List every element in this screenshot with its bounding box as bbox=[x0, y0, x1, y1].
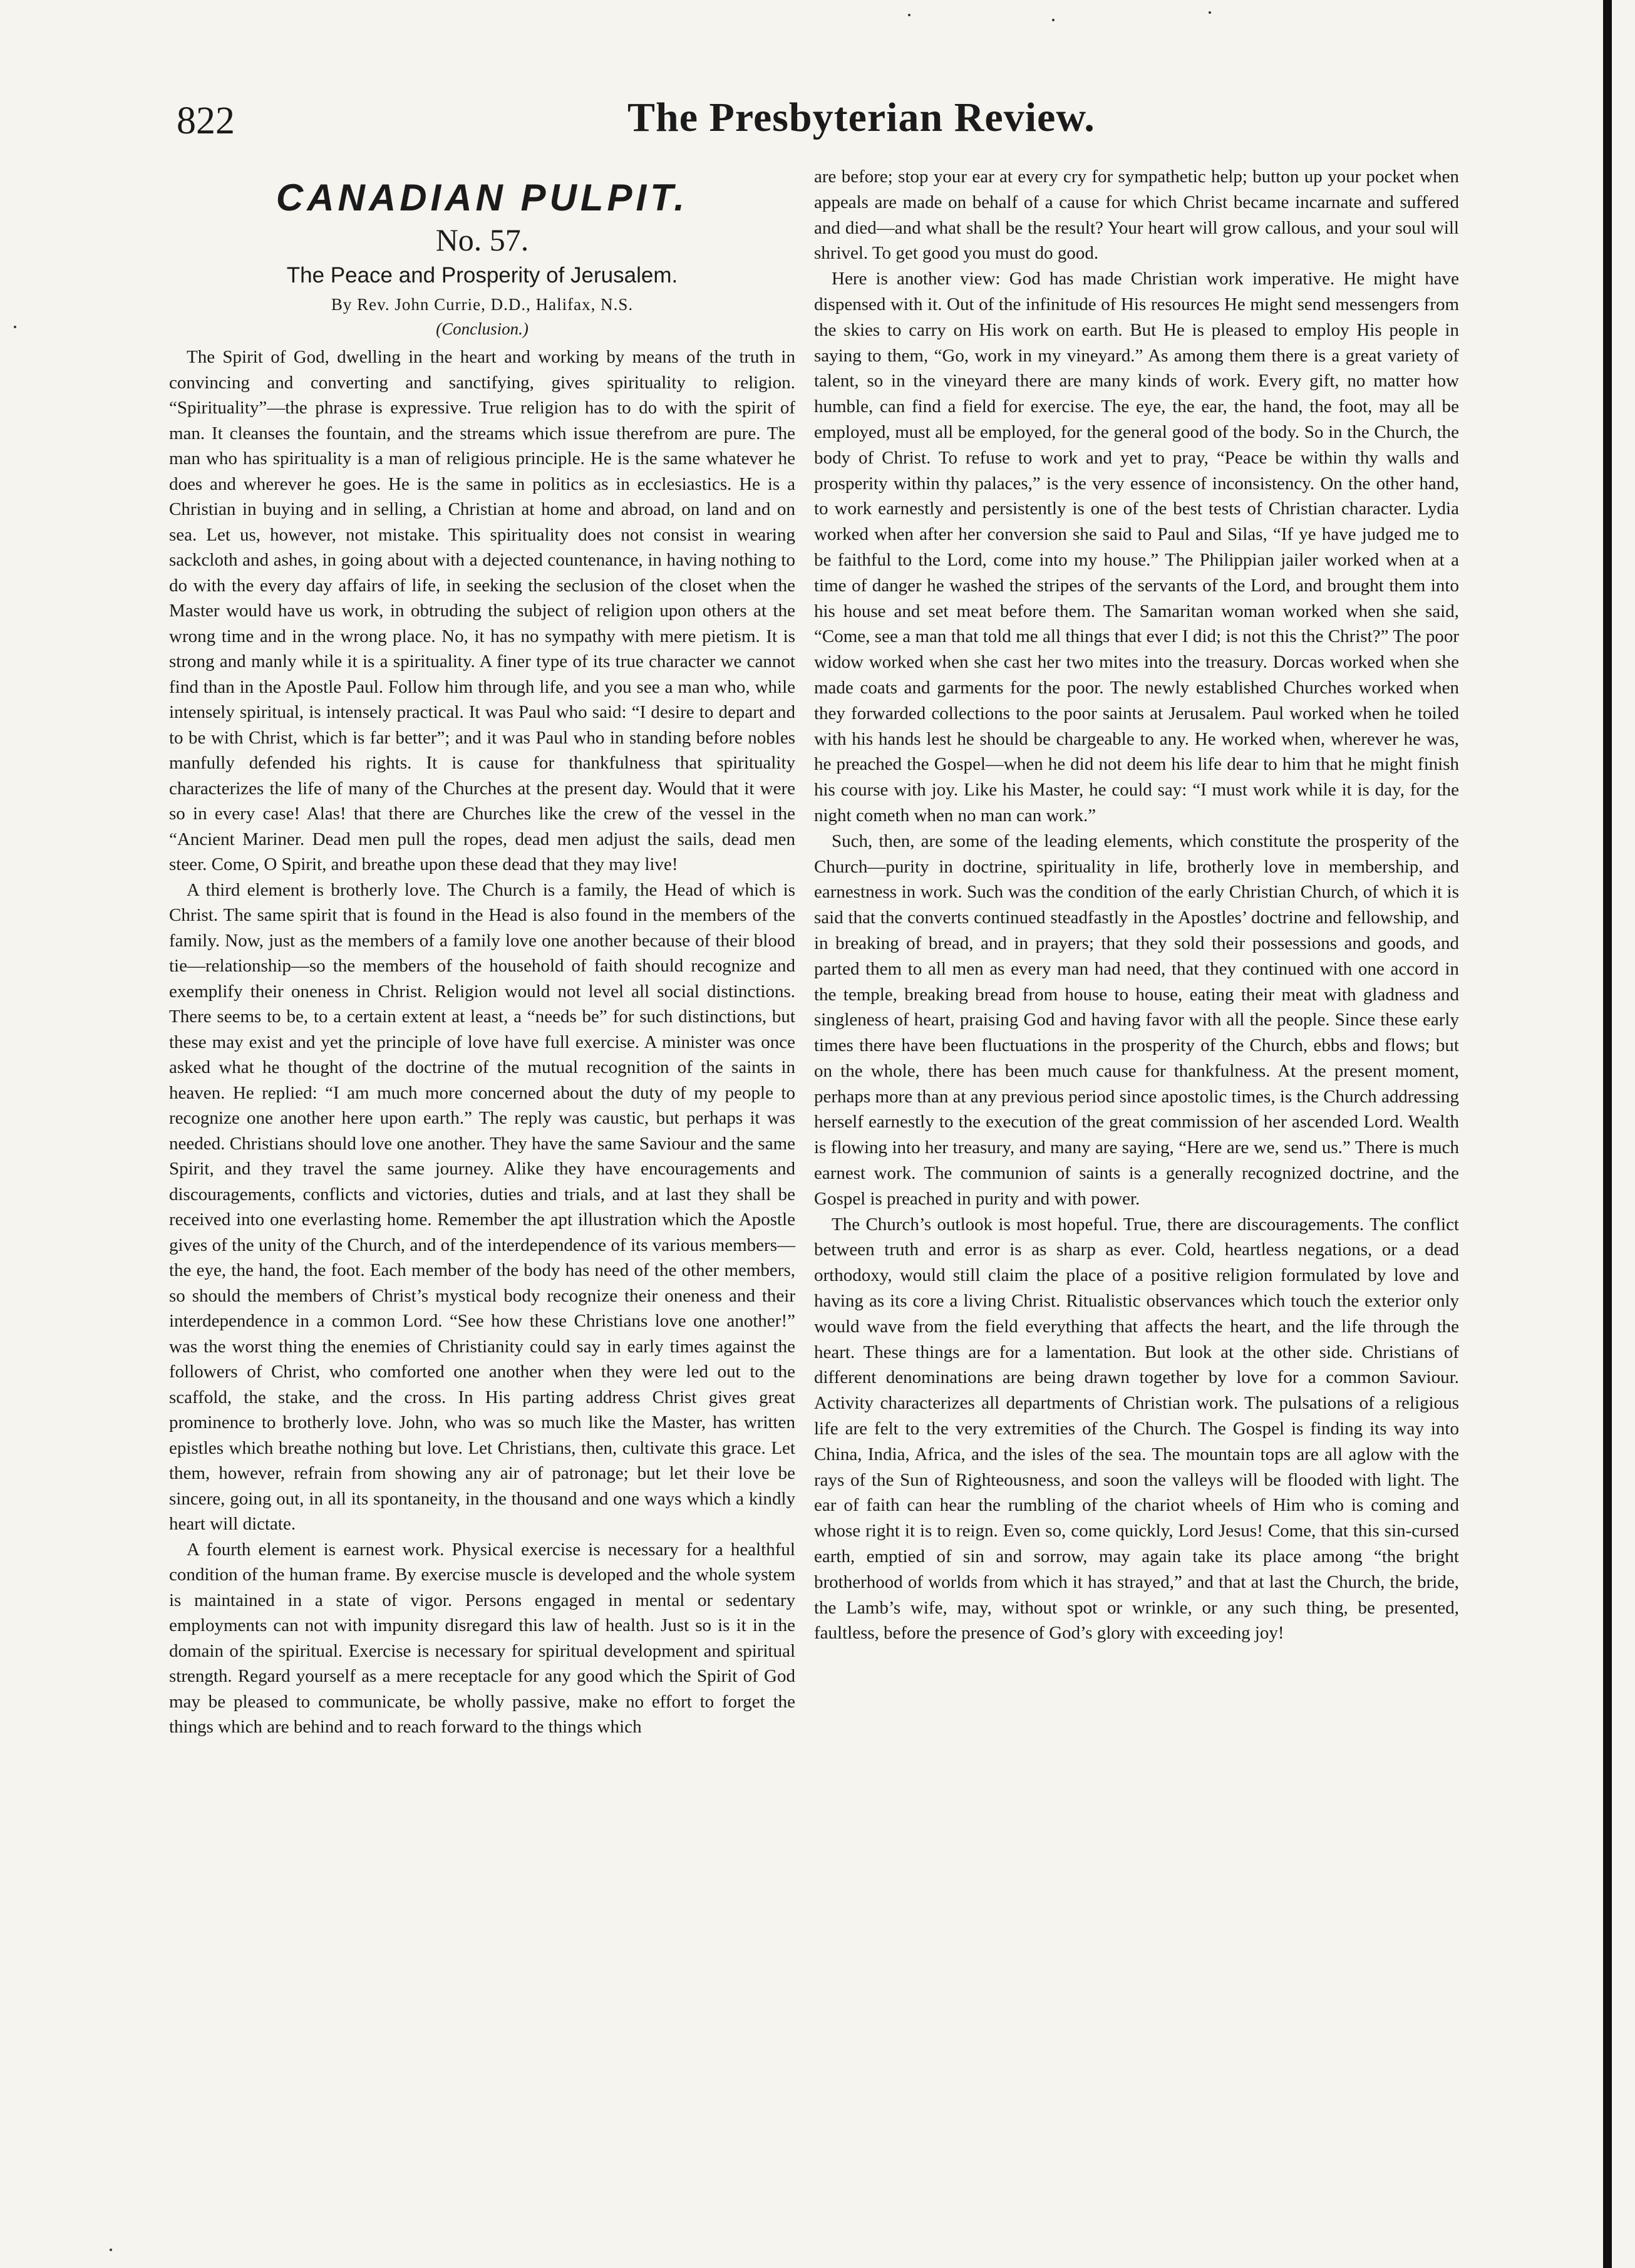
paragraph: A fourth element is earnest work. Physical exercise is necessary for a healthful condition of the human frame. By exercise muscle is developed and the whole system is maintained in a state of vigor. Persons engaged in mental or sedentary employments can not with impunity disregard this law of health. Just so is it in the domain of the spiritual. Exercise is necessary for spiritual development and spiritual strength. Regard yourself as a mere receptacle for any good which the Spirit of God may be pleased to communicate, be wholly passive, make no effort to forget the things which are behind and to reach forward to the things which bbox=[169, 1539, 795, 1737]
left-column bbox=[169, 175, 795, 1740]
sermon-number: No. 57. bbox=[435, 222, 529, 257]
paragraph: The Spirit of God, dwelling in the heart and working by means of the truth in convincing and converting and sanctifying, gives spirituality to religion. “Spirituality”—the phrase is expressive. True religion has to do with the spirit of man. It cleanses the fountain, and the streams which issue therefrom are pure. The man who has spirituality is a man of religious principle. He is the same whatever he does and wherever he goes. He is the same in politics as in ecclesiastics. He is a Christian in buying and in selling, a Christian at home and abroad, on land and on sea. Let us, however, not mistake. This spirituality does not consist in wearing sackcloth and ashes, in going about with a dejected countenance, in having nothing to do with the every day affairs of life, in seeking the seclusion of the closet when the Master would have us work, in obtruding the subject of religion upon others at the wrong time and in the wrong place. No, it has no sympathy with mere pietism. It is strong and manly while it is a spirituality. A finer type of its true character we cannot find than in the Apostle Paul. Follow him through life, and you see a man who, while intensely spiritual, is intensely practical. It was Paul who said: “I desire to depart and to be with Christ, which is far better”; and it was Paul who in standing before nobles manfully defended his rights. It is cause for thankfulness that spirituality characterizes the life of many of the Churches at the present day. Would that it were so in every case! Alas! that there are Churches like the crew of the vessel in the “Ancient Mariner. Dead men pull the ropes, dead men adjust the sails, dead men steer. Come, O Spirit, and breathe upon these dead that they may live! bbox=[169, 347, 795, 874]
scan-speck bbox=[14, 326, 16, 328]
scan-speck bbox=[1052, 19, 1055, 21]
paragraph: The Church’s outlook is most hopeful. True, there are discouragements. The conflict between truth and error is as sharp as ever. Cold, heartless negations, or a dead orthodoxy, would still claim the place of a positive religion formulated by love and having as its core a living Christ. Ritualistic observances which touch the exterior only would wave from the field everything that affects the heart, and the life through the heart. These things are for a lamentation. But look at the other side. Christians of different denominations are being drawn together by love for a common Saviour. Activity characterizes all departments of Christian work. The pulsations of a religious life are felt to the very extremities of the Church. The Gospel is finding its way into China, India, Africa, and the isles of the sea. The mountain tops are all aglow with the rays of the Sun of Righteousness, and soon the valleys will be flooded with light. The ear of faith can hear the rumbling of the chariot wheels of Him who is coming and whose right it is to reign. Even so, come quickly, Lord Jesus! Come, that this sin-cursed earth, emptied of sin and sorrow, may again take its place among “the bright brotherhood of worlds from which it has strayed,” and that at last the Church, the bride, the Lamb’s wife, may, without spot or wrinkle, or any such thing, be presented, faultless, before the presence of God’s glory with exceeding joy! bbox=[814, 1214, 1459, 1644]
scan-edge-bar bbox=[1603, 0, 1612, 2268]
section-title: CANADIAN PULPIT. bbox=[276, 177, 689, 219]
page-number: 822 bbox=[177, 100, 235, 142]
paragraph: Here is another view: God has made Christian work imperative. He might have dispensed with it. Out of the infinitude of His resources He might send messengers from the skies to carry on His work on earth. But He is pleased to employ His people in saying to them, “Go, work in my vineyard.” As among them there is a great variety of talent, so in the vineyard there are many kinds of work. Every gift, no matter how humble, can find a field for exercise. The eye, the ear, the hand, the foot, may all be employed, must all be employed, for the general good of the body. So in the Church, the body of Christ. To refuse to work and yet to pray, “Peace be within thy walls and prosperity within thy palaces,” is the very essence of inconsistency. On the other hand, to work earnestly and persistently is one of the best tests of Christian character. Lydia worked when after her conversion she said to Paul and Silas, “If ye have judged me to be faithful to the Lord, come into my house.” The Philippian jailer worked when at a time of danger he washed the stripes of the servants of the Lord, and brought them into his house and set meat before them. The Samaritan woman worked when she said, “Come, see a man that told me all things that ever I did; is not this the Christ?” The poor widow worked when she cast her two mites into the treasury. Dorcas worked when she made coats and garments for the poor. The newly established Churches worked when they forwarded collections to the poor saints at Jerusalem. Paul worked when he toiled with his hands lest he should be chargeable to any. He worked when, wherever he was, he preached the Gospel—when he did not deem his life dear to him that he might finish his course with joy. Like his Master, he could say: “I must work while it is day, for the night cometh when no man can work.” bbox=[814, 269, 1459, 826]
paragraph: A third element is brotherly love. The Church is a family, the Head of which is Christ. The same spirit that is found in the Head is also found in the members of the family. Now, just as the members of a family love one another because of their blood tie—relationship—so the members of the household of faith should recognize and exemplify their oneness in Christ. Religion would not level all social distinctions. There seems to be, to a certain extent at least, a “needs be” for such distinctions, but these may exist and yet the principle of love have full exercise. A minister was once asked what he thought of the doctrine of the mutual recognition of the saints in heaven. He replied: “I am much more concerned about the duty of my people to recognize one another here upon earth.” The reply was caustic, but perhaps it was needed. Christians should love one another. They have the same Saviour and the same Spirit, and they travel the same journey. Alike they have encouragements and discouragements, conflicts and victories, duties and trials, and at last they shall be received into one everlasting home. Remember the apt illustration which the Apostle gives of the unity of the Church, and of the interdependence of its various members—the eye, the hand, the foot. Each member of the body has need of the other members, so should the members of Christ’s mystical body recognize their oneness and their interdependence in a common Lord. “See how these Christians love one another!” was the worst thing the enemies of Christianity could say in early times against the followers of Christ, who comforted one another when they were led out to the scaffold, the stake, and the cross. In His parting address Christ gives great prominence to brotherly love. John, who was so much like the Master, has written epistles which breathe nothing but love. Let Christians, then, cultivate this grace. Let them, however, refrain from showing any air of patronage; but let their love be sincere, going out, in all its spontaneity, in the thousand and one ways which a kindly heart will dictate. bbox=[169, 879, 795, 1534]
right-column bbox=[814, 164, 1459, 1646]
scan-speck bbox=[1209, 11, 1211, 14]
page-header bbox=[177, 94, 1191, 150]
paragraph: are before; stop your ear at every cry for sympathetic help; button up your pocket when appeals are made on behalf of a cause for which Christ became incarnate and suffered and died—and what shall be the result? Your heart will grow callous, and your soul will shrivel. To get good you must do good. bbox=[814, 167, 1459, 264]
sermon-title: The Peace and Prosperity of Jerusalem. bbox=[286, 263, 678, 287]
scan-speck bbox=[908, 14, 910, 16]
author-byline: By Rev. John Currie, D.D., Halifax, N.S. bbox=[331, 295, 634, 314]
scan-speck bbox=[110, 2249, 112, 2251]
journal-title: The Presbyterian Review. bbox=[627, 95, 1095, 140]
conclusion-label: (Conclusion.) bbox=[436, 319, 529, 338]
paragraph: Such, then, are some of the leading elements, which constitute the prosperity of the Church—purity in doctrine, spirituality in life, brotherly love in membership, and earnestness in work. Such was the condition of the early Christian Church, of which it is said that the converts continued steadfastly in the Apostles’ doctrine and fellowship, and in breaking of bread, and in prayers; that they sold their possessions and goods, and parted them to all men as every man had need, that they continued with one accord in the temple, breaking bread from house to house, eating their meat with gladness and singleness of heart, praising God and having favor with all the people. Since these early times there have been fluctuations in the prosperity of the Church, ebbs and flows; but on the whole, there has been much cause for thankfulness. At the present moment, perhaps more than at any previous period since apostolic times, is the Church addressing herself earnestly to the execution of the great commission of her ascended Lord. Wealth is flowing into her treasury, and many are saying, “Here are we, send us.” There is much earnest work. The communion of saints is a generally recognized doctrine, and the Gospel is preached in purity and with power. bbox=[814, 831, 1459, 1209]
